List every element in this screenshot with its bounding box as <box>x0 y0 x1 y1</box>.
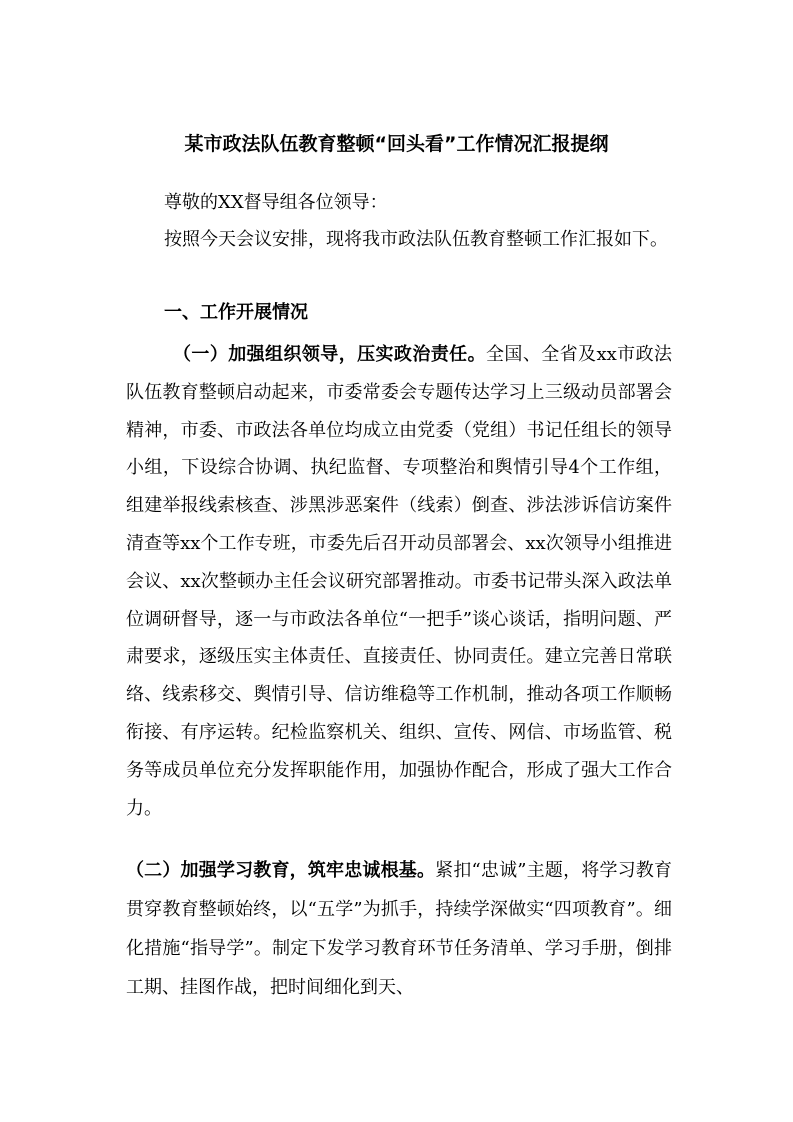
paragraph-2-lead: （二）加强学习教育，筑牢忠诚根基。 <box>126 860 436 881</box>
paragraph-1-body: 全国、全省及xx市政法队伍教育整顿启动起来，市委常委会专题传达学习上三级动员部署会精神，市委、市政法各单位均成立由党委（党组）书记任组长的领导小组，下设综合协调、执纪监督、专项整治和舆情引导4个工作组，组建举报线索核查、涉黑涉恶案件（线索）倒查、涉法涉诉信访案件清查等xx个工作专班，市委先后召开动员部署会、xx次领导小组推进会议、xx次整顿办主任会议研究部署推动。市委书记带头深入政法单位调研督导，逐一与市政法各单位“一把手”谈心谈话，指明问题、严肃要求，逐级压实主体责任、直接责任、协同责任。建立完善日常联络、线索移交、舆情引导、信访维稳等工作机制，推动各项工作顺畅衔接、有序运转。纪检监察机关、组织、宣传、网信、市场监管、税务等成员单位充分发挥职能作用，加强协作配合，形成了强大工作合力。 <box>126 344 673 819</box>
paragraph-2-body: 紧扣“忠诚”主题，将学习教育贯穿教育整顿始终，以“五学”为抓手，持续学深做实“四项教育”。细化措施“指导学”。制定下发学习教育环节任务清单、学习手册，倒排工期、挂图作战，把时间细化到天、 <box>126 860 672 998</box>
paragraph-1 <box>126 336 672 827</box>
salutation: 尊敬的XX督导组各位领导： <box>164 192 388 213</box>
section-heading-1: 一、工作开展情况 <box>164 302 308 323</box>
paragraph-2 <box>126 851 672 1007</box>
document-title: 某市政法队伍教育整顿“回头看”工作情况汇报提纲 <box>184 133 609 155</box>
intro-paragraph: 按照今天会议安排，现将我市政法队伍教育整顿工作汇报如下。 <box>164 229 668 250</box>
paragraph-1-lead: （一）加强组织领导，压实政治责任。 <box>173 344 486 365</box>
